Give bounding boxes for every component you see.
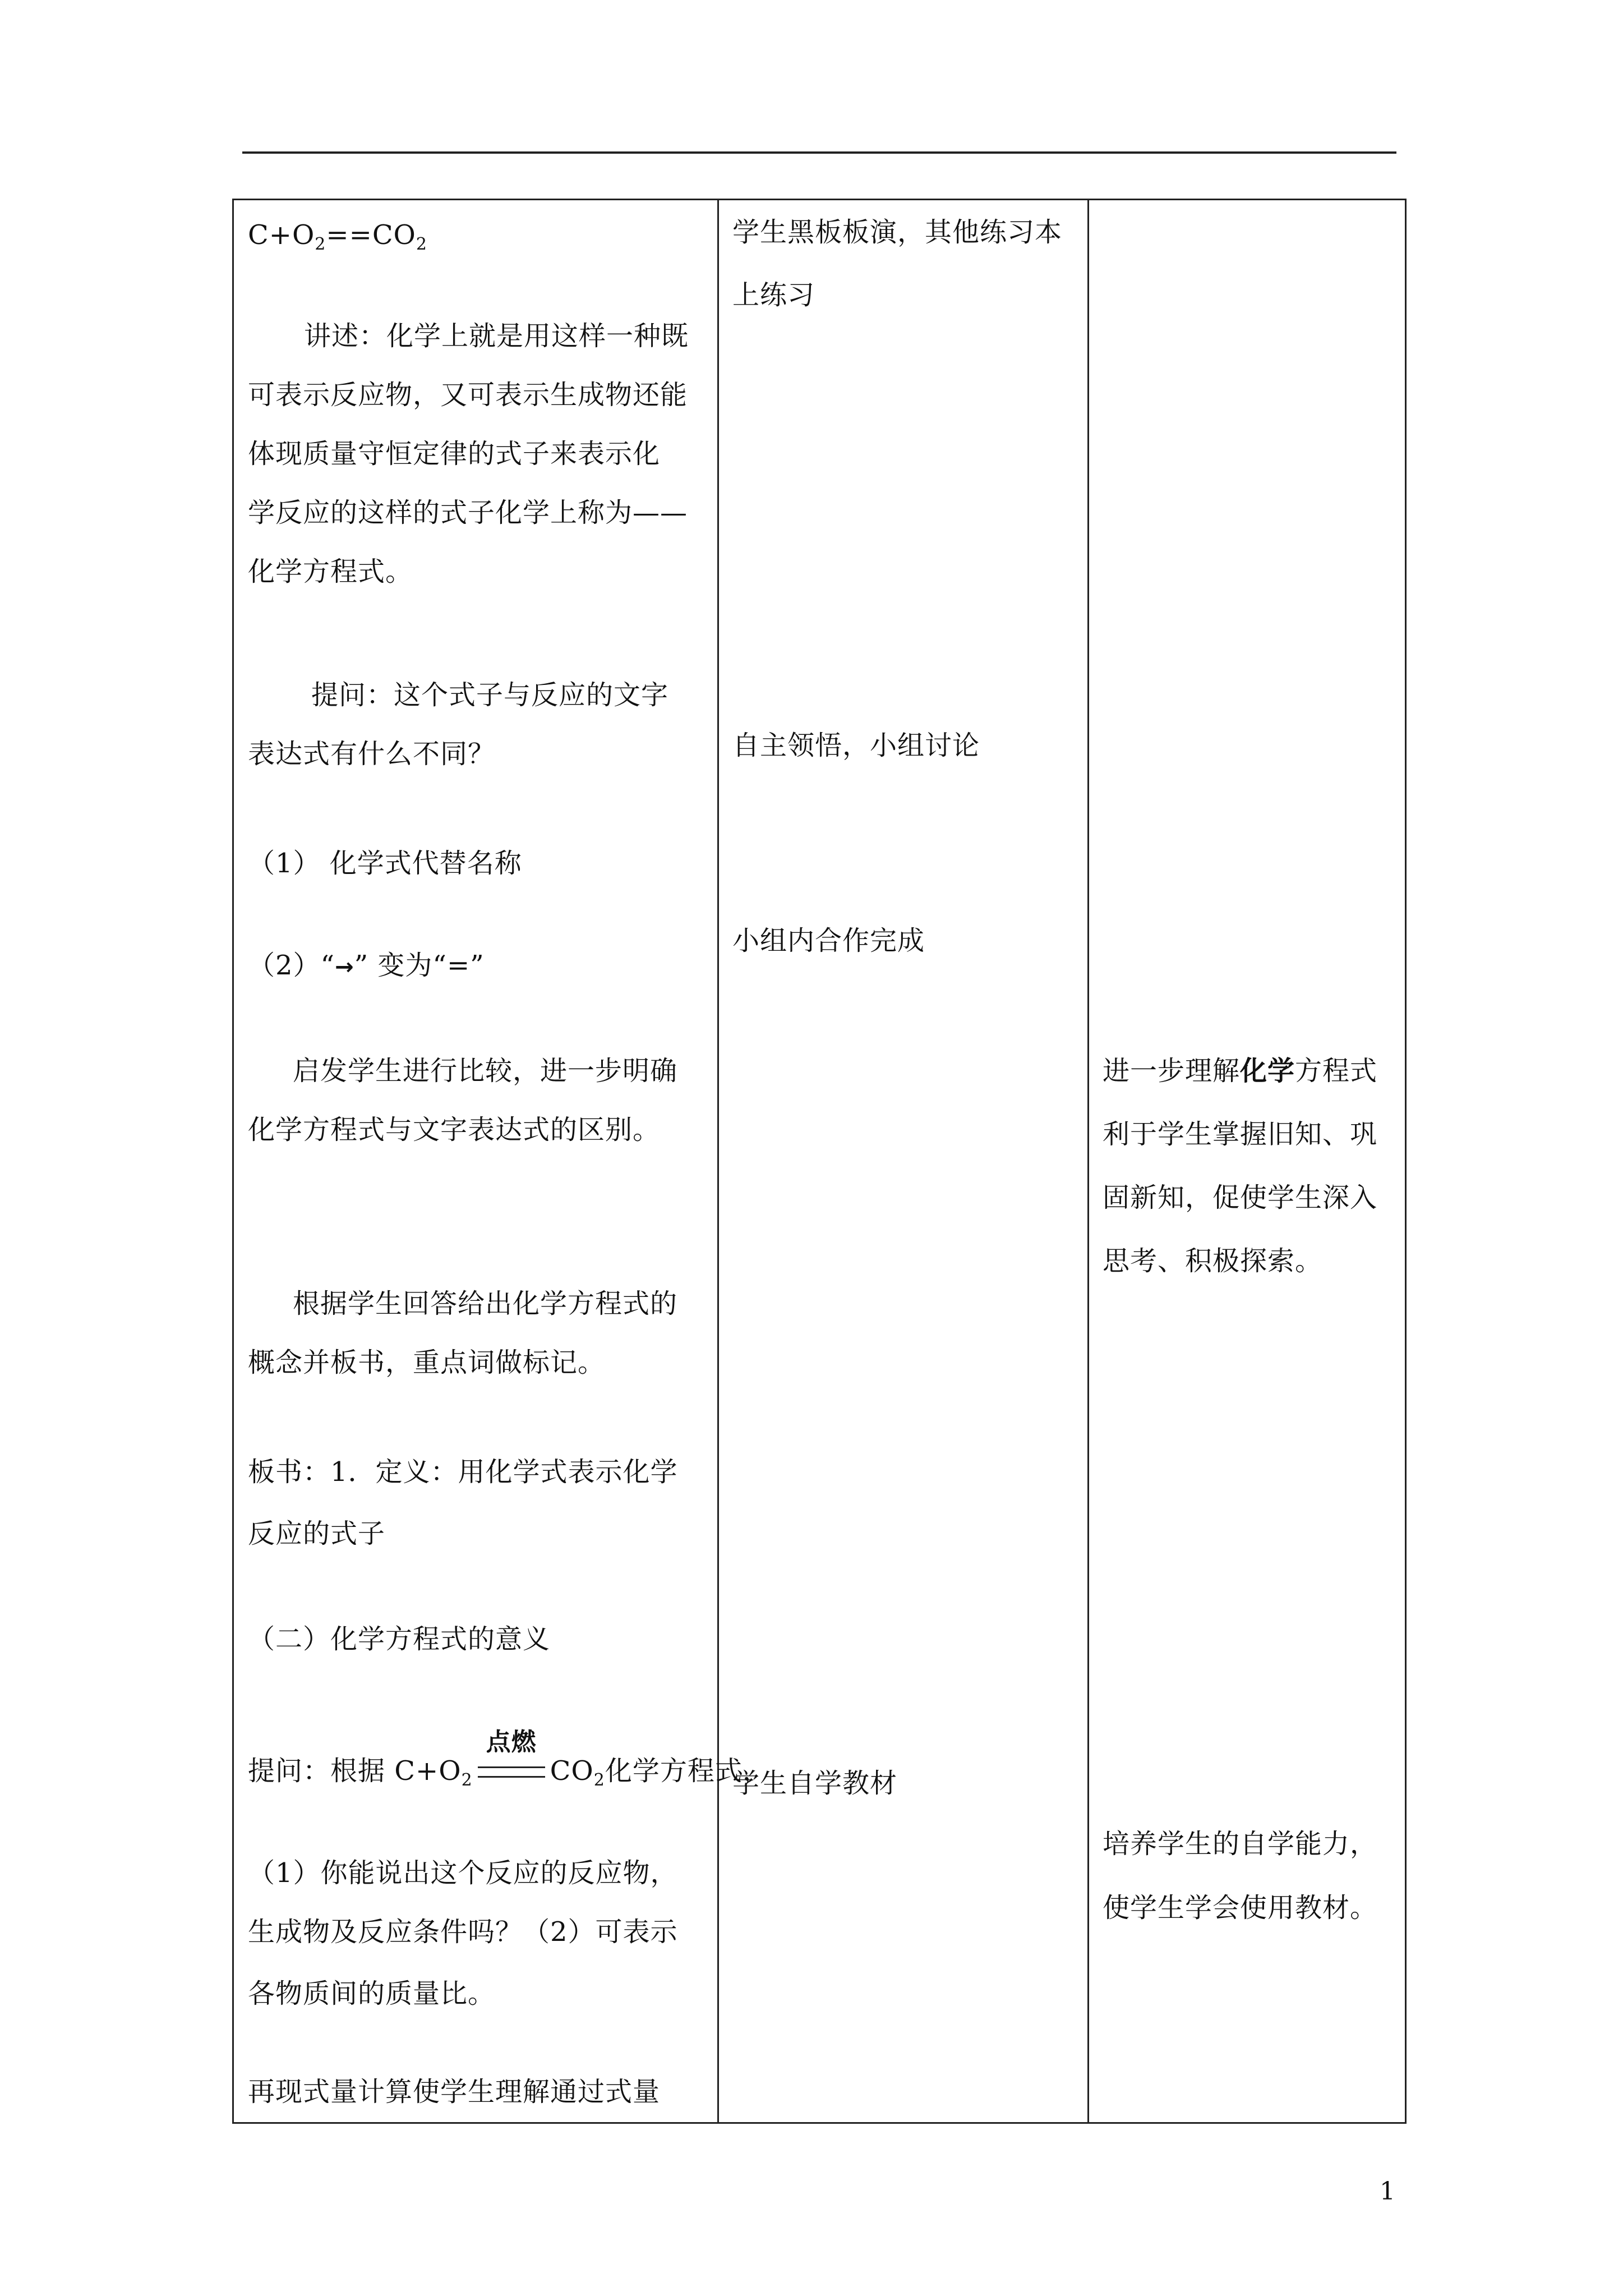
column-divider-1 <box>717 199 719 2124</box>
header-rule <box>242 151 1396 154</box>
arrow-icon: → <box>335 954 354 980</box>
inspire-line-2: 化学方程式与文字表达式的区别。 <box>248 1114 661 1145</box>
narration-line-3: 体现质量守恒定律的式子来表示化 <box>248 438 661 470</box>
intent2-line-1: 培养学生的自学能力， <box>1103 1828 1378 1860</box>
question-equation-line: 提问：根据 $C+O_2$ 点燃 $CO_2$化学方程式， <box>248 1728 770 1790</box>
concept-line-2: 概念并板书，重点词做标记。 <box>248 1347 606 1378</box>
board-definition-line-1: 板书：1．定义：用化学式表示化学 <box>248 1456 678 1488</box>
intent1-line-3: 固新知，促使学生深入 <box>1103 1182 1378 1213</box>
questions-line-3: 各物质间的质量比。 <box>248 1978 496 2009</box>
questions-line-1: （1）你能说出这个反应的反应物， <box>248 1857 678 1889</box>
inspire-line-1: 启发学生进行比较，进一步明确 <box>293 1055 678 1087</box>
student-practice-line-1: 学生黑板板演，其他练习本 <box>732 217 1063 248</box>
narration-line-1: 讲述：化学上就是用这样一种既 <box>304 320 689 352</box>
page-number: 1 <box>1380 2177 1395 2206</box>
narration-line-4: 学反应的这样的式子化学上称为—— <box>248 497 688 528</box>
narration-line-5: 化学方程式。 <box>248 556 413 587</box>
student-practice-line-2: 上练习 <box>732 279 815 311</box>
calc-line: 再现式量计算使学生理解通过式量 <box>248 2076 661 2108</box>
intent1-line-4: 思考、积极探索。 <box>1103 1245 1323 1277</box>
narration-line-2: 可表示反应物，又可表示生成物还能 <box>248 379 688 411</box>
student-selfstudy: 学生自学教材 <box>732 1768 898 1799</box>
equation-c-o2-co2: $C+O_2==CO_2$ <box>248 219 427 254</box>
student-discuss: 自主领悟，小组讨论 <box>732 730 980 761</box>
intent1-line-1: 进一步理解化学方程式 <box>1103 1055 1378 1087</box>
board-definition-line-2: 反应的式子 <box>248 1518 386 1549</box>
intent2-line-2: 使学生学会使用教材。 <box>1103 1892 1378 1924</box>
student-cooperate: 小组内合作完成 <box>732 925 925 956</box>
column-divider-2 <box>1087 199 1089 2124</box>
difference-point-2: （2）“→” 变为“=” <box>248 950 485 981</box>
reaction-condition: 点燃 <box>475 1755 548 1787</box>
intent1-line-2: 利于学生掌握旧知、巩 <box>1103 1119 1378 1150</box>
question-line-1: 提问：这个式子与反应的文字 <box>311 679 669 711</box>
concept-line-1: 根据学生回答给出化学方程式的 <box>293 1288 678 1319</box>
section-heading-meaning: （二）化学方程式的意义 <box>248 1623 551 1655</box>
questions-line-2: 生成物及反应条件吗？（2）可表示 <box>248 1916 678 1948</box>
difference-point-1: （1） 化学式代替名称 <box>248 848 522 879</box>
question-line-2: 表达式有什么不同？ <box>248 738 496 770</box>
